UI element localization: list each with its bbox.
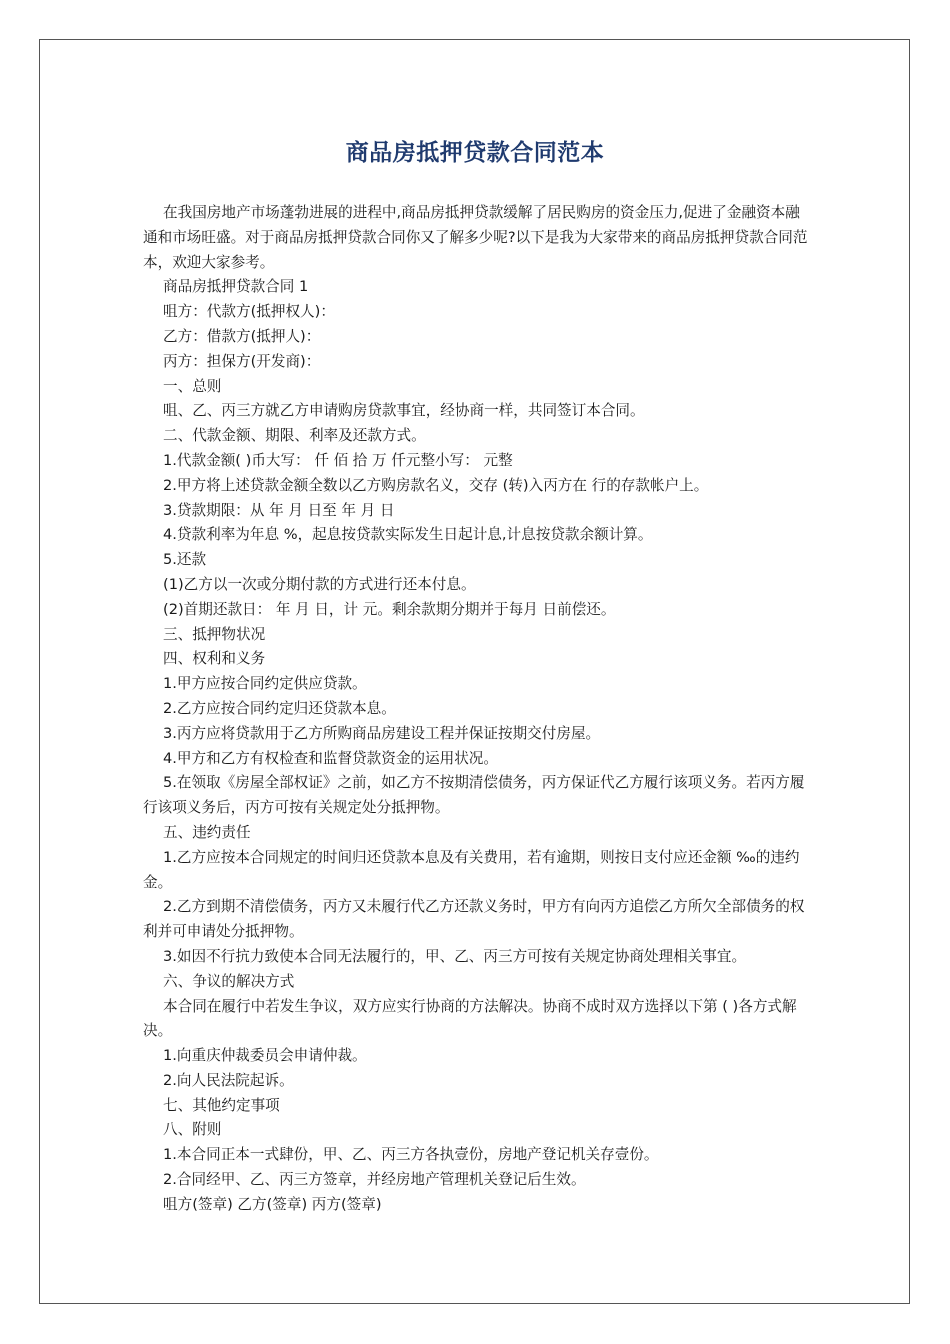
- intro-paragraph: 在我国房地产市场蓬勃进展的进程中,商品房抵押贷款缓解了居民购房的资金压力,促进了金融资本融通和市场旺盛。对于商品房抵押贷款合同你又了解多少呢?以下是我为大家带来的商品房抵押贷款合同范本，欢迎大家参考。: [143, 204, 808, 271]
- party-c-line: 丙方：担保方(开发商)：: [163, 352, 321, 370]
- clause-paragraph: (1)乙方以一次或分期付款的方式进行还本付息。: [163, 575, 476, 593]
- section-heading: 四、权利和义务: [163, 650, 266, 668]
- clause-paragraph: 5.还款: [163, 551, 207, 569]
- clause-paragraph: 本合同在履行中若发生争议，双方应实行协商的方法解决。协商不成时双方选择以下第 ( )各方式解决。: [143, 997, 797, 1040]
- clause-paragraph: 1.向重庆仲裁委员会申请仲裁。: [163, 1047, 367, 1065]
- section-heading: 三、抵押物状况: [163, 625, 266, 643]
- section-heading: 八、附则: [163, 1121, 222, 1139]
- contract-heading: 商品房抵押贷款合同 1: [163, 278, 309, 296]
- clause-paragraph: 1.代款金额( )币大写： 仟 佰 拾 万 仟元整小写： 元整: [163, 451, 513, 469]
- clause-paragraph: 5.在领取《房屋全部权证》之前，如乙方不按期清偿债务，丙方保证代乙方履行该项义务。若丙方履行该项义务后，丙方可按有关规定处分抵押物。: [143, 774, 805, 817]
- clause-paragraph: 1.甲方应按合同约定供应贷款。: [163, 675, 367, 693]
- clause-paragraph: 2.向人民法院起诉。: [163, 1071, 294, 1089]
- clause-paragraph: 4.贷款利率为年息 %，起息按贷款实际发生日起计息,计息按贷款余额计算。: [163, 526, 653, 544]
- clause-paragraph: 咀、乙、丙三方就乙方申请购房贷款事宜，经协商一样，共同签订本合同。: [163, 402, 645, 420]
- section-heading: 二、代款金额、期限、利率及还款方式。: [163, 427, 426, 445]
- signature-line: 咀方(签章) 乙方(签章) 丙方(签章): [163, 1195, 382, 1213]
- document-title: 商品房抵押贷款合同范本: [345, 140, 605, 166]
- clause-paragraph: (2)首期还款日： 年 月 日，计 元。剩余款期分期并于每月 日前偿还。: [163, 600, 616, 618]
- section-heading: 六、争议的解决方式: [163, 972, 295, 990]
- clause-paragraph: 2.合同经甲、乙、丙三方签章，并经房地产管理机关登记后生效。: [163, 1171, 586, 1189]
- clause-paragraph: 2.乙方应按合同约定归还贷款本息。: [163, 699, 396, 717]
- document-body: [143, 201, 810, 1218]
- clause-paragraph: 3.如因不行抗力致使本合同无法履行的，甲、乙、丙三方可按有关规定协商处理相关事宜。: [163, 947, 747, 965]
- party-b-line: 乙方：借款方(抵押人)：: [163, 327, 321, 345]
- party-a-line: 咀方：代款方(抵押权人)：: [163, 303, 335, 321]
- clause-paragraph: 2.甲方将上述贷款金额全数以乙方购房款名义，交存 (转)入丙方在 行的存款帐户上。: [163, 476, 709, 494]
- clause-paragraph: 4.甲方和乙方有权检查和监督贷款资金的运用状况。: [163, 749, 498, 767]
- clause-paragraph: 3.贷款期限：从 年 月 日至 年 月 日: [163, 501, 395, 519]
- clause-paragraph: 2.乙方到期不清偿债务，丙方又未履行代乙方还款义务时，甲方有向丙方追偿乙方所欠全部债务的权利并可申请处分抵押物。: [143, 898, 805, 941]
- section-heading: 七、其他约定事项: [163, 1096, 280, 1114]
- clause-paragraph: 1.本合同正本一式肆份，甲、乙、丙三方各执壹份，房地产登记机关存壹份。: [163, 1146, 659, 1164]
- clause-paragraph: 3.丙方应将贷款用于乙方所购商品房建设工程并保证按期交付房屋。: [163, 724, 601, 742]
- section-heading: 一、总则: [163, 377, 222, 395]
- section-heading: 五、违约责任: [163, 823, 251, 841]
- clause-paragraph: 1.乙方应按本合同规定的时间归还贷款本息及有关费用，若有逾期，则按日支付应还金额 ‰的违约金。: [143, 848, 800, 891]
